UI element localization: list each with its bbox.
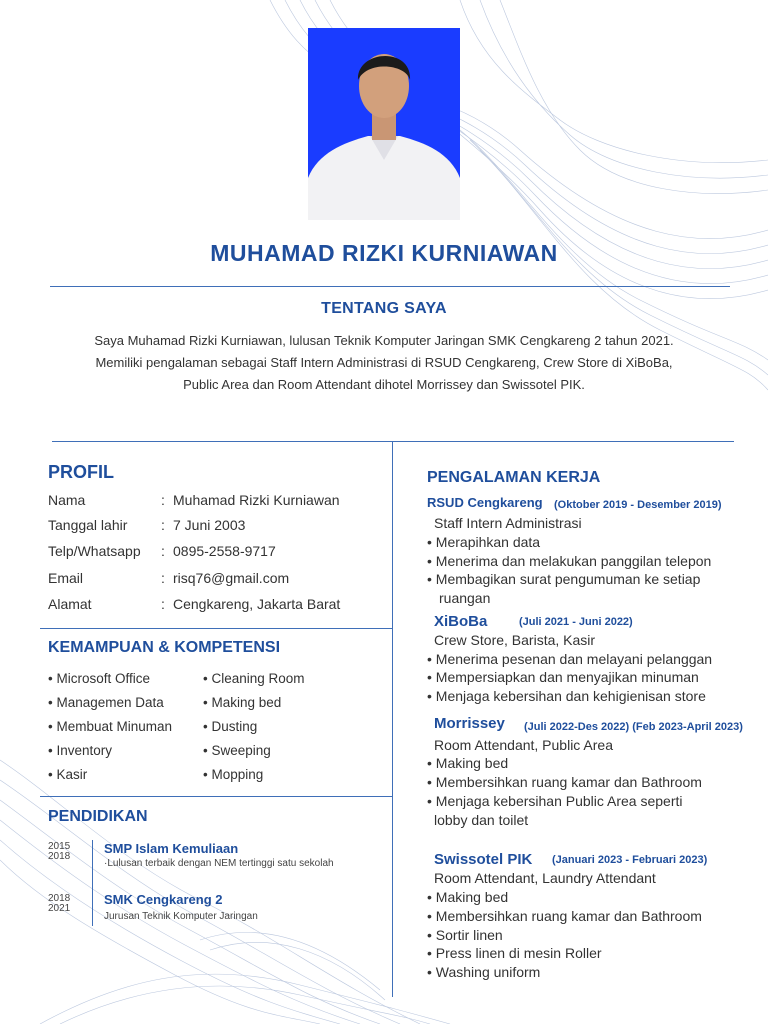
job-bullet: • Making bed [427,755,509,771]
job-bullet: • Membersihkan ruang kamar dan Bathroom [427,774,702,790]
job-role: Crew Store, Barista, Kasir [434,632,596,648]
divider-middle [52,441,734,442]
person-photo-illustration [308,28,460,220]
edu-year-start: 2015 [48,841,71,852]
column-divider [392,441,393,997]
divider-education [40,796,392,797]
divider-skills [40,628,392,629]
profile-sep: : [161,492,165,508]
job-bullet: • Sortir linen [427,927,503,943]
profile-sep: : [161,517,165,533]
job-period: (Januari 2023 - Februari 2023) [552,854,708,866]
skills-title: KEMAMPUAN & KOMPETENSI [48,639,281,656]
skill-item: • Dusting [203,719,258,734]
profile-label: Telp/Whatsapp [48,543,141,559]
skill-item: • Inventory [48,743,113,758]
about-line: Saya Muhamad Rizki Kurniawan, lulusan Teknik Komputer Jaringan SMK Cengkareng 2 tahun 2021. [94,333,674,348]
job-bullet: • Washing uniform [427,964,541,980]
job-role: Room Attendant, Public Area [434,737,613,753]
skill-item: • Managemen Data [48,695,164,710]
profile-value: risq76@gmail.com [173,570,290,586]
profile-value: 0895-2558-9717 [173,543,276,559]
edu-year-end: 2018 [48,851,71,862]
job-company: Swissotel PIK [434,851,533,868]
job-bullet: • Menjaga kebersihan dan kehigienisan store [427,688,706,704]
profile-sep: : [161,543,165,559]
job-company: XiBoBa [434,613,488,630]
edu-description: ·Lulusan terbaik dengan NEM tertinggi satu sekolah [104,858,334,869]
job-bullet: • Membersihkan ruang kamar dan Bathroom [427,908,702,924]
edu-year-end: 2021 [48,903,71,914]
edu-school: SMP Islam Kemuliaan [104,841,239,856]
job-bullet: • Merapihkan data [427,534,541,550]
about-text [60,330,708,396]
job-bullet: lobby dan toilet [434,812,529,828]
divider-top [50,286,730,287]
job-bullet: • Making bed [427,889,509,905]
edu-school: SMK Cengkareng 2 [104,892,223,907]
job-bullet: • Menerima dan melakukan panggilan telepon [427,553,712,569]
skill-item: • Microsoft Office [48,671,151,686]
job-role: Staff Intern Administrasi [434,515,582,531]
job-period: (Oktober 2019 - Desember 2019) [554,499,722,511]
job-bullet: ruangan [439,590,491,606]
profile-sep: : [161,570,165,586]
job-bullet: • Menjaga kebersihan Public Area seperti [427,793,683,809]
skill-item: • Kasir [48,767,88,782]
job-period: (Juli 2021 - Juni 2022) [519,616,633,628]
skill-item: • Making bed [203,695,282,710]
skill-item: • Membuat Minuman [48,719,173,734]
profile-value: 7 Juni 2003 [173,517,246,533]
about-line: Public Area dan Room Attendant dihotel Morrissey dan Swissotel PIK. [183,377,585,392]
job-bullet: • Menerima pesenan dan melayani pelanggan [427,651,713,667]
about-line: Memiliki pengalaman sebagai Staff Intern Administrasi di RSUD Cengkareng, Crew Store di XiBoBa, [95,355,673,370]
full-name: MUHAMAD RIZKI KURNIAWAN [210,240,558,266]
profile-value: Muhamad Rizki Kurniawan [173,492,340,508]
job-bullet: • Mempersiapkan dan menyajikan minuman [427,669,699,685]
job-period: (Juli 2022-Des 2022) (Feb 2023-April 2023) [524,721,743,733]
education-title: PENDIDIKAN [48,808,148,825]
job-company: RSUD Cengkareng [427,495,543,510]
profile-sep: : [161,596,165,612]
profile-label: Alamat [48,596,92,612]
profile-photo [308,28,460,220]
edu-description: Jurusan Teknik Komputer Jaringan [104,911,258,922]
job-bullet: • Press linen di mesin Roller [427,945,602,961]
profile-label: Email [48,570,84,586]
skill-item: • Sweeping [203,743,271,758]
skill-item: • Mopping [203,767,264,782]
job-bullet: • Membagikan surat pengumuman ke setiap [427,571,701,587]
profile-title: PROFIL [48,462,114,482]
education-timeline [92,840,93,926]
skill-item: • Cleaning Room [203,671,305,686]
about-title: TENTANG SAYA [321,300,447,317]
profile-label: Tanggal lahir [48,517,128,533]
profile-label: Nama [48,492,86,508]
experience-title: PENGALAMAN KERJA [427,469,601,486]
job-role: Room Attendant, Laundry Attendant [434,870,656,886]
job-company: Morrissey [434,715,505,732]
edu-year-start: 2018 [48,893,71,904]
profile-value: Cengkareng, Jakarta Barat [173,596,341,612]
